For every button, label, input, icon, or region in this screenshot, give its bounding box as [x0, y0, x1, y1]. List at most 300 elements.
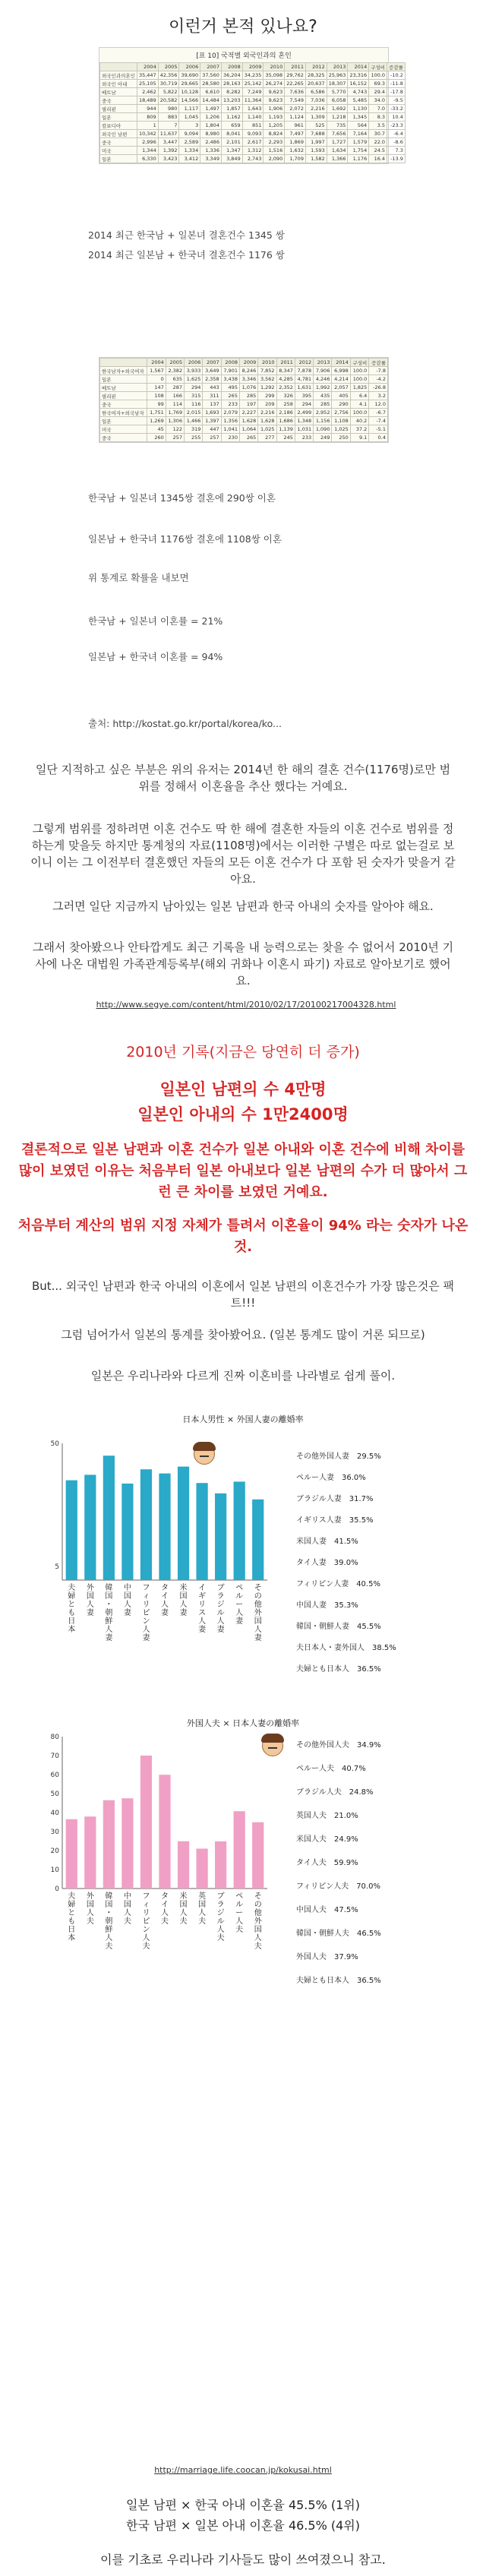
table-header-cell: 2011 — [285, 63, 306, 71]
table-cell: 735 — [327, 122, 348, 130]
x-tick-label: ル — [235, 1901, 244, 1909]
table-cell: 1,309 — [305, 113, 327, 122]
table-row — [100, 392, 388, 400]
table-cell: 7,249 — [242, 88, 264, 96]
table-cell: 299 — [258, 392, 276, 400]
body-paragraph: 일본은 우리나라와 다르게 진짜 이혼비를 나라별로 쉽게 풀이. — [90, 1369, 396, 1383]
table-cell: 1,751 — [147, 409, 166, 417]
legend-item: 夫婦とも日本人 36.5% — [296, 1665, 381, 1674]
table-cell: 7,878 — [295, 367, 313, 375]
legend-item: ブラジル人妻 31.7% — [296, 1495, 374, 1503]
table-cell: 7,906 — [314, 367, 332, 375]
table-cell: 외국인과의혼인 — [100, 71, 137, 80]
body-paragraph: 그러면 일단 지금까지 남아있는 일본 남편과 한국 아내의 숫자를 알아야 해요. — [52, 899, 434, 913]
table-cell: 1,906 — [264, 105, 285, 113]
table-header-cell: 구성비 — [350, 359, 369, 367]
table-cell: 2,617 — [242, 138, 264, 147]
bar — [122, 1484, 133, 1580]
table-header-cell: 2006 — [179, 63, 200, 71]
table-cell: 29.4 — [369, 88, 387, 96]
legend-item: 夫婦とも日本人 36.5% — [296, 1977, 381, 1985]
table-cell: -4.2 — [369, 375, 388, 384]
table-cell: 3,562 — [258, 375, 276, 384]
table-cell: 7,656 — [327, 130, 348, 138]
statistics-table-image-1 — [99, 47, 403, 164]
source-link[interactable]: http://marriage.life.coocan.jp/kokusai.html — [154, 2465, 332, 2475]
table-cell: 1,582 — [305, 155, 327, 163]
highlight-wives: 일본인 아내의 수 1만2400명 — [137, 1105, 349, 1124]
highlight-year: 2010년 기록(지금은 당연히 더 증가) — [126, 1044, 360, 1060]
legend-item: 中国人妻 35.3% — [296, 1601, 358, 1610]
table-cell: 미국 — [100, 425, 147, 434]
source-link[interactable]: http://www.segye.com/content/html/2010/02/17/20100217004328.html — [96, 1000, 396, 1010]
y-tick-label: 60 — [50, 1772, 59, 1779]
table-cell: 8,246 — [239, 367, 257, 375]
x-tick-label: 中 — [123, 1892, 131, 1901]
table-cell: 2,462 — [137, 88, 158, 96]
table-cell: 일본 — [100, 113, 137, 122]
note-line: 2014 최근 일본남 + 한국녀 결혼건수 1176 쌍 — [88, 249, 285, 261]
y-tick-label: 50 — [50, 1440, 59, 1448]
x-tick-label: 国 — [123, 1901, 131, 1909]
table-cell: 2,952 — [314, 409, 332, 417]
table-cell: 1,345 — [348, 113, 369, 122]
table-cell: 3,849 — [221, 155, 242, 163]
y-tick-label: 50 — [50, 1791, 59, 1798]
table-cell: 2,057 — [332, 384, 350, 392]
table-row — [100, 400, 388, 409]
table-header-cell: 2013 — [314, 359, 332, 367]
table-cell: 1,869 — [285, 138, 306, 147]
table-cell: -26.8 — [369, 384, 388, 392]
table-cell: 7.3 — [387, 147, 406, 155]
table-row — [100, 96, 406, 105]
legend-item: 米国人妻 41.5% — [296, 1538, 358, 1546]
table-cell: 7,497 — [285, 130, 306, 138]
note-line: 한국남 + 일본녀 1345쌍 결혼에 290쌍 이혼 — [88, 492, 276, 504]
legend-item: フィリピン人夫 70.0% — [296, 1882, 380, 1891]
x-tick-label: リ — [198, 1601, 207, 1609]
table-cell: 1,162 — [221, 113, 242, 122]
table-cell: 7,852 — [258, 367, 276, 375]
x-tick-label: 人 — [254, 1934, 262, 1942]
x-tick-label: フ — [142, 1584, 150, 1592]
x-tick-label: ブ — [216, 1892, 225, 1901]
table-cell: 257 — [166, 434, 184, 442]
table-cell: 1,625 — [185, 375, 203, 384]
source-line: 출처: http://kostat.go.kr/portal/korea/ko... — [88, 718, 282, 729]
highlight-husbands: 일본인 남편의 수 4만명 — [159, 1080, 327, 1098]
x-tick-label: 妻 — [254, 1634, 262, 1642]
table-cell: 635 — [166, 375, 184, 384]
table-cell: 100.0 — [350, 409, 369, 417]
table-cell: 22,265 — [285, 80, 306, 88]
x-tick-label: 夫 — [161, 1917, 169, 1926]
table-cell: 2,358 — [203, 375, 221, 384]
table-cell: 1,130 — [348, 105, 369, 113]
table-cell: 265 — [239, 434, 257, 442]
table-cell: 4,781 — [295, 375, 313, 384]
x-tick-label: 人 — [142, 1934, 150, 1942]
footer-line: 한국 남편 × 일본 아내 이혼율 46.5% (4위) — [126, 2518, 360, 2533]
table-cell: 2,079 — [221, 409, 239, 417]
legend-item: ブラジル人夫 24.8% — [296, 1788, 374, 1797]
table-cell: 2,216 — [258, 409, 276, 417]
table-header-cell: 2009 — [242, 63, 264, 71]
table-cell: 캄보디아 — [100, 122, 137, 130]
x-tick-label: 他 — [254, 1601, 262, 1609]
table-cell: 4,285 — [276, 375, 295, 384]
table-header-cell: 2010 — [264, 63, 285, 71]
chart-title: 日本人男性 × 外国人妻の離婚率 — [182, 1414, 304, 1424]
table-cell: 2,743 — [242, 155, 264, 163]
x-tick-label: と — [68, 1909, 76, 1917]
x-tick-label: ・ — [105, 1601, 113, 1609]
y-tick-label: 80 — [50, 1734, 59, 1741]
bar — [178, 1841, 189, 1889]
legend-item: 韓国・朝鮮人夫 46.5% — [296, 1930, 381, 1938]
table-cell: -8.6 — [387, 138, 406, 147]
table-cell: 1,397 — [203, 417, 221, 425]
table-cell: 7,164 — [348, 130, 369, 138]
table-cell: 1,108 — [332, 417, 350, 425]
x-tick-label: イ — [161, 1592, 169, 1601]
table-cell: 5,770 — [327, 88, 348, 96]
x-tick-label: 日 — [68, 1617, 76, 1626]
table-header-cell: 2009 — [239, 359, 257, 367]
x-tick-label: ピ — [142, 1609, 150, 1617]
table-cell: 1,709 — [285, 155, 306, 163]
table-header-cell: 증감률 — [369, 359, 388, 367]
footer-line: 이를 기초로 우리나라 기사들도 많이 쓰여졌으니 참고. — [100, 2552, 386, 2567]
table-cell: 22.0 — [369, 138, 387, 147]
x-tick-label: 国 — [179, 1901, 188, 1909]
y-tick-label: 40 — [50, 1810, 59, 1817]
x-tick-label: 夫 — [198, 1917, 207, 1926]
table-cell: 4,743 — [348, 88, 369, 96]
x-tick-label: の — [254, 1592, 262, 1601]
x-tick-label: 韓 — [105, 1892, 113, 1901]
table-cell: 122 — [166, 425, 184, 434]
table-cell: 필리핀 — [100, 392, 147, 400]
x-tick-label: 他 — [254, 1909, 262, 1917]
note-line: 위 통계로 확률을 내보면 — [88, 572, 189, 583]
x-tick-label: 人 — [123, 1909, 131, 1917]
table-cell: 8,041 — [221, 130, 242, 138]
x-tick-label: 米 — [179, 1892, 188, 1901]
table-cell: 37.2 — [350, 425, 369, 434]
table-cell: 3,933 — [185, 367, 203, 375]
table-cell: 7 — [158, 122, 179, 130]
table-cell: 851 — [242, 122, 264, 130]
x-tick-label: 人 — [179, 1909, 188, 1917]
x-tick-label: ピ — [142, 1917, 150, 1926]
x-tick-label: 国 — [123, 1592, 131, 1601]
legend-item: タイ人夫 59.9% — [296, 1859, 358, 1867]
table-cell: 1,769 — [166, 409, 184, 417]
table-cell: 1,727 — [327, 138, 348, 147]
table-cell: 6.4 — [350, 392, 369, 400]
table-cell: 1,031 — [295, 425, 313, 434]
table-header-cell: 2008 — [221, 359, 239, 367]
table-cell: 9.1 — [350, 434, 369, 442]
x-tick-label: 婦 — [68, 1592, 76, 1601]
x-tick-label: 夫 — [123, 1917, 131, 1926]
x-tick-label: 妻 — [198, 1626, 207, 1634]
chart-svg — [46, 1717, 440, 2013]
table-header-cell: 2005 — [158, 63, 179, 71]
table-cell: -13.9 — [387, 155, 406, 163]
x-tick-label: 外 — [86, 1584, 94, 1592]
table-row — [100, 147, 406, 155]
body-paragraph: 그럼 넘어가서 일본의 통계를 찾아봤어요. (일본 통계도 많이 거론 되므로) — [61, 1328, 425, 1342]
body-paragraph: But... 외국인 남편과 한국 아내의 이혼에서 일본 남편의 이혼건수가 가장 많은것은 팩트!!! — [31, 1279, 455, 1310]
x-tick-label: ブ — [216, 1584, 225, 1592]
table-cell: 7,549 — [285, 96, 306, 105]
table-row — [100, 434, 388, 442]
x-tick-label: ・ — [105, 1909, 113, 1917]
table-cell: 35,447 — [137, 71, 158, 80]
table-cell: -9.5 — [387, 96, 406, 105]
table-cell: 일본 — [100, 155, 137, 163]
table-row — [100, 367, 388, 375]
table-cell: 6,586 — [305, 88, 327, 96]
table-cell: 249 — [314, 434, 332, 442]
table-cell: 2,216 — [305, 105, 327, 113]
table-cell: 5,485 — [348, 96, 369, 105]
table-cell: 1,045 — [179, 113, 200, 122]
legend-item: 韓国・朝鮮人妻 45.5% — [296, 1623, 381, 1631]
body-paragraph: 그렇게 범위를 정하려면 이혼 건수도 딱 한 해에 결혼한 자들의 이혼 건수로 범위를 정하는게 맞을듯 하지만 통계청의 자료(1108명)에서는 이러한 구별은 따로 없는걸로 보이니 이는 그 이전부터 결혼했던 자들의 모든 이혼 건수가 다 포함 된 숫자가 맞을거 같아요. — [30, 822, 456, 886]
legend-item: 中国人夫 47.5% — [296, 1906, 358, 1914]
table-cell: 447 — [203, 425, 221, 434]
table-cell: 258 — [276, 400, 295, 409]
x-tick-label: 人 — [105, 1934, 113, 1942]
x-tick-label: ラ — [216, 1901, 225, 1909]
body-paragraph: 일단 지적하고 싶은 부분은 위의 유저는 2014년 한 해의 결혼 건수(1176명)로만 범위를 정해서 이혼율을 추산 했다는 거예요. — [35, 763, 451, 793]
table-row — [100, 122, 406, 130]
bar — [66, 1481, 77, 1580]
bar — [140, 1469, 152, 1580]
table-cell: 37,560 — [200, 71, 222, 80]
table-cell: 필리핀 — [100, 105, 137, 113]
x-tick-label: ギ — [198, 1592, 207, 1601]
x-tick-label: 国 — [254, 1926, 262, 1934]
legend-item: 英国人夫 21.0% — [296, 1812, 358, 1820]
x-tick-label: 人 — [161, 1601, 169, 1609]
table-cell: 34,235 — [242, 71, 264, 80]
table-cell: 6,610 — [200, 88, 222, 96]
table-cell: 961 — [285, 122, 306, 130]
foreign-divorce-table — [99, 358, 388, 442]
table-cell: 1,632 — [285, 147, 306, 155]
table-cell: 883 — [158, 113, 179, 122]
table-cell: 564 — [348, 122, 369, 130]
x-tick-label: タ — [161, 1892, 169, 1901]
bar — [252, 1500, 264, 1580]
bar — [84, 1474, 96, 1580]
table-header-cell: 2008 — [221, 63, 242, 71]
table-cell: 315 — [185, 392, 203, 400]
x-tick-label: 国 — [105, 1901, 113, 1909]
x-tick-label: 朝 — [105, 1917, 113, 1926]
x-tick-label: 夫 — [86, 1917, 94, 1926]
x-tick-label: ジ — [216, 1909, 225, 1917]
table-cell: 1,754 — [348, 147, 369, 155]
table-cell: 257 — [203, 434, 221, 442]
table-cell: 6,998 — [332, 367, 350, 375]
table-row — [100, 384, 388, 392]
table-cell: 1,025 — [332, 425, 350, 434]
table-cell: 4.1 — [350, 400, 369, 409]
table-cell: 1,344 — [137, 147, 158, 155]
bar — [234, 1481, 245, 1580]
table-cell: 2,072 — [285, 105, 306, 113]
x-tick-label: 英 — [198, 1892, 207, 1901]
table-cell: 35,098 — [264, 71, 285, 80]
x-tick-label: ペ — [235, 1584, 244, 1592]
table-cell: 0 — [147, 375, 166, 384]
table-cell: -33.2 — [387, 105, 406, 113]
table-cell: 3.5 — [369, 122, 387, 130]
table-cell: 25,105 — [137, 80, 158, 88]
table-cell: 8,980 — [200, 130, 222, 138]
table-cell: 베트남 — [100, 88, 137, 96]
legend-item: その他外国人妻 29.5% — [296, 1452, 381, 1461]
table-cell: 7,636 — [285, 88, 306, 96]
table-cell: 1,347 — [221, 147, 242, 155]
table-cell: 233 — [295, 434, 313, 442]
x-tick-label: 人 — [179, 1601, 188, 1609]
x-tick-label: ィ — [142, 1592, 150, 1601]
x-tick-label: 鮮 — [105, 1617, 113, 1626]
table-cell: 외국인 남편 — [100, 130, 137, 138]
table-cell: 7,688 — [305, 130, 327, 138]
table-cell: 14,566 — [179, 96, 200, 105]
table-cell: 23,316 — [348, 71, 369, 80]
table-cell: 16,152 — [348, 80, 369, 88]
table-cell: 30,719 — [158, 80, 179, 88]
table-cell: 2,382 — [166, 367, 184, 375]
legend-item: ペルー人妻 36.0% — [296, 1474, 366, 1482]
table-cell: -7.8 — [369, 367, 388, 375]
legend-item: タイ人妻 39.0% — [296, 1559, 358, 1567]
table-cell: 1,205 — [264, 122, 285, 130]
table-row — [100, 88, 406, 96]
table-cell: 베트남 — [100, 384, 147, 392]
x-tick-label: 中 — [123, 1584, 131, 1592]
x-tick-label: と — [68, 1601, 76, 1609]
table-cell: 809 — [137, 113, 158, 122]
x-tick-label: 人 — [142, 1626, 150, 1634]
x-tick-label: 妻 — [235, 1617, 244, 1626]
table-cell: 29,665 — [179, 80, 200, 88]
table-row — [100, 375, 388, 384]
x-tick-label: 妻 — [105, 1634, 113, 1642]
table-cell: 8.3 — [369, 113, 387, 122]
table-cell: 1,292 — [258, 384, 276, 392]
page-title: 이런거 본적 있나요? — [169, 17, 317, 36]
table-cell: 8,347 — [276, 367, 295, 375]
table-cell: 255 — [185, 434, 203, 442]
table-cell: 1,140 — [242, 113, 264, 122]
table-cell: 1,628 — [258, 417, 276, 425]
x-tick-label: 妻 — [123, 1609, 131, 1617]
table-cell: 1,193 — [264, 113, 285, 122]
table-cell: 16.4 — [369, 155, 387, 163]
table-cell: 한국남자+외국여자 — [100, 367, 147, 375]
x-tick-label: も — [68, 1917, 76, 1926]
table-cell: 260 — [147, 434, 166, 442]
x-tick-label: イ — [198, 1584, 207, 1592]
x-tick-label: フ — [142, 1892, 150, 1901]
x-tick-label: 妻 — [142, 1634, 150, 1642]
table-cell: 197 — [239, 400, 257, 409]
table-cell: -5.1 — [369, 425, 388, 434]
x-tick-label: ー — [235, 1601, 244, 1609]
x-tick-label: 国 — [198, 1901, 207, 1909]
x-tick-label: ラ — [216, 1592, 225, 1601]
x-tick-label: 人 — [161, 1909, 169, 1917]
table-cell: 1 — [137, 122, 158, 130]
table-cell: 1,090 — [314, 425, 332, 434]
bar — [196, 1483, 207, 1580]
x-tick-label: 夫 — [105, 1942, 113, 1951]
x-tick-label: 妻 — [216, 1626, 225, 1634]
x-tick-label: 韓 — [105, 1584, 113, 1592]
table-header-cell — [100, 359, 147, 367]
x-tick-label: 夫 — [216, 1934, 225, 1942]
table-cell: 1,593 — [305, 147, 327, 155]
chart-title: 外国人夫 × 日本人妻の離婚率 — [186, 1718, 300, 1728]
table-cell: 36,204 — [221, 71, 242, 80]
y-tick-label: 10 — [50, 1866, 59, 1874]
table-row — [100, 71, 406, 80]
table-row — [100, 80, 406, 88]
table-cell: 1,497 — [200, 105, 222, 113]
table-cell: 중국 — [100, 138, 137, 147]
table-cell: 116 — [185, 400, 203, 409]
table-cell: 294 — [295, 400, 313, 409]
table-cell: 147 — [147, 384, 166, 392]
table-cell: 100.0 — [369, 71, 387, 80]
x-tick-label: 妻 — [161, 1609, 169, 1617]
table-cell: 25,963 — [327, 71, 348, 80]
table-cell: 285 — [239, 392, 257, 400]
x-tick-label: そ — [254, 1584, 262, 1592]
x-tick-label: リ — [142, 1909, 150, 1917]
x-tick-label: 人 — [254, 1626, 262, 1634]
table-cell: 14,484 — [200, 96, 222, 105]
table-cell: 1,176 — [348, 155, 369, 163]
bar — [103, 1800, 115, 1889]
table-cell: 209 — [258, 400, 276, 409]
x-tick-label: ル — [216, 1609, 225, 1617]
x-tick-label: ン — [142, 1926, 150, 1934]
table-cell: 3,447 — [158, 138, 179, 147]
x-tick-label: 人 — [216, 1617, 225, 1626]
table-cell: 9,623 — [264, 96, 285, 105]
table-row — [100, 417, 388, 425]
bar — [122, 1798, 133, 1889]
table-caption: [표 10] 국적별 외국인과의 혼인 — [196, 52, 292, 60]
table-header-cell: 2004 — [147, 359, 166, 367]
bar — [84, 1816, 96, 1889]
y-tick-label: 30 — [50, 1828, 59, 1836]
x-tick-label: 国 — [254, 1617, 262, 1626]
table-cell: 1,392 — [158, 147, 179, 155]
x-tick-label: 日 — [68, 1926, 76, 1934]
